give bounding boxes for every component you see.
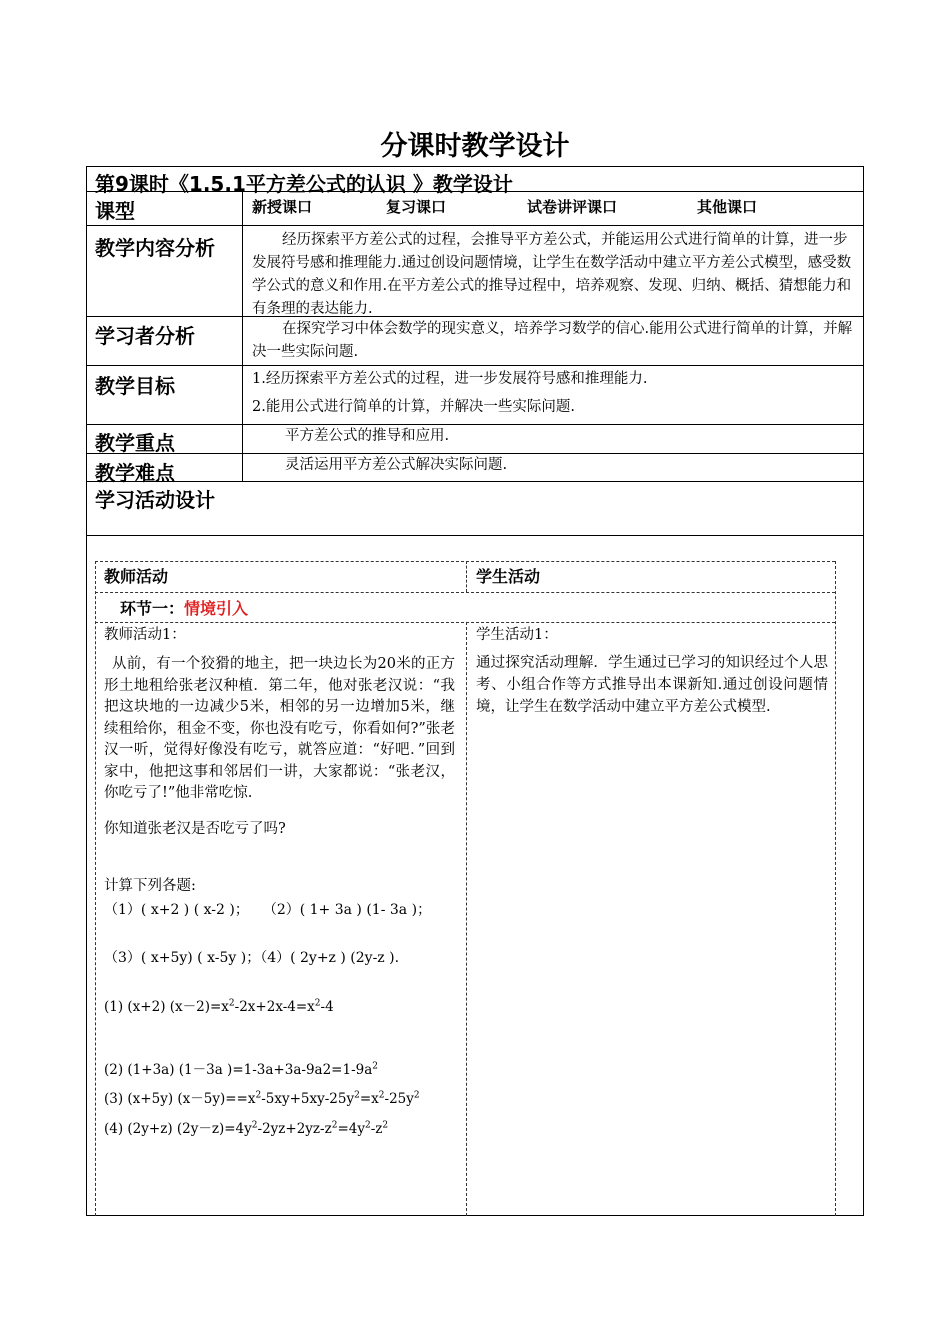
objectives-label: 教学目标 xyxy=(95,374,175,398)
student-activity-header: 学生活动 xyxy=(476,567,541,586)
course-type-label: 课型 xyxy=(95,199,135,223)
key-points-text: 平方差公式的推导和应用. xyxy=(285,428,450,444)
row-divider xyxy=(86,365,864,366)
exercise-intro: 计算下列各题: xyxy=(104,878,196,894)
row-divider xyxy=(86,535,864,536)
exercise-line-1: （1）( x+2 ) ( x-2 )； （2）( 1+ 3a ) (1- 3a )； xyxy=(104,902,432,918)
teacher-activity-label: 教师活动1： xyxy=(104,627,186,643)
student-activity-label: 学生活动1： xyxy=(476,627,558,643)
row-divider xyxy=(86,481,864,482)
option-new-lesson: 新授课口 xyxy=(252,198,313,216)
solution-1: (1) (x+2) $(x-2)=x^2-2x+2x-4=x^2-4$ xyxy=(104,998,334,1015)
exercise-line-2: （3）( x+5y) ( x-5y )；（4）( 2y+z ) (2y-z ). xyxy=(104,950,400,966)
solution-3: (3) (x+5y) $(x-5y)==x^2-5xy+5xy-25y^2=x^2-25y^2$ xyxy=(104,1090,420,1107)
solution-2: (2) (1+3a) (1－3a )$=1-3a+3a-9a2=1-9a^2$ xyxy=(104,1061,379,1078)
dashed-border xyxy=(466,561,467,592)
learner-analysis-text: 在探究学习中体会数学的现实意义，培养学习数学的信心.能用公式进行简单的计算，并解决一些实际问题. xyxy=(252,321,853,360)
option-other-lesson: 其他课口 xyxy=(697,198,758,216)
dashed-border xyxy=(95,592,835,593)
difficulties-label: 教学难点 xyxy=(95,461,175,485)
column-divider xyxy=(242,191,243,481)
student-activity-text: 通过探究活动理解．学生通过已学习的知识经过个人思考、小组合作等方式推导出本课新知.通过创设问题情境，让学生在数学活动中建立平方差公式模型. xyxy=(476,655,828,715)
dashed-border xyxy=(95,622,835,623)
stage-heading xyxy=(120,596,248,619)
option-exam-review-lesson: 试卷讲评课口 xyxy=(527,198,618,216)
option-review-lesson: 复习课口 xyxy=(386,198,447,216)
activity-design-label: 学习活动设计 xyxy=(95,488,215,512)
page-title: 分课时教学设计 xyxy=(380,131,570,162)
key-points-label: 教学重点 xyxy=(95,431,175,455)
content-analysis-text: 经历探索平方差公式的过程，会推导平方差公式，并能运用公式进行简单的计算，进一步发展符号感和推理能力.通过创设问题情境，让学生在数学活动中建立平方差公式模型，感受数学公式的意义和作用.在平方差公式的推导过程中，培养观察、发现、归纳、概括、猜想能力和有条理的表达能力. xyxy=(252,232,852,317)
dashed-border xyxy=(95,561,96,1216)
row-divider xyxy=(86,191,864,192)
teacher-activity-header: 教师活动 xyxy=(104,567,169,586)
question-text: 你知道张老汉是否吃亏了吗? xyxy=(104,821,286,837)
objective-item-1: 1.经历探索平方差公式的过程，进一步发展符号感和推理能力. xyxy=(252,371,648,387)
row-divider xyxy=(86,316,864,317)
row-divider xyxy=(86,424,864,425)
difficulties-text: 灵活运用平方差公式解决实际问题. xyxy=(285,457,508,473)
stage-prefix: 环节一： xyxy=(120,599,185,618)
dashed-border xyxy=(95,561,835,562)
objective-item-2: 2.能用公式进行简单的计算，并解决一些实际问题. xyxy=(252,399,575,415)
stage-name: 情境引入 xyxy=(184,599,249,618)
lesson-header: 第9课时《1.5.1平方差公式的认识 》教学设计 xyxy=(95,172,513,196)
dashed-border xyxy=(466,622,467,1216)
solution-4: (4) (2y+z) $(2y-z)=4y^2-2yz+2yz-z^2=4y^2-z^2$ xyxy=(104,1120,389,1137)
story-text: 从前，有一个狡猾的地主，把一块边长为20米的正方形土地租给张老汉种植．第二年，他对张老汉说：“我把这块地的一边减少5米，相邻的另一边增加5米，继续租给你，租金不变，你也没有吃亏，你看如何?”张老汉一听，觉得好像没有吃亏，就答应道：“好吧．”回到家中，他把这事和邻居们一讲，大家都说：“张老汉，你吃亏了!”他非常吃惊. xyxy=(104,656,455,801)
row-divider xyxy=(86,225,864,226)
content-analysis-label: 教学内容分析 xyxy=(95,236,215,260)
dashed-border xyxy=(835,561,836,1216)
learner-analysis-label: 学习者分析 xyxy=(95,324,195,348)
